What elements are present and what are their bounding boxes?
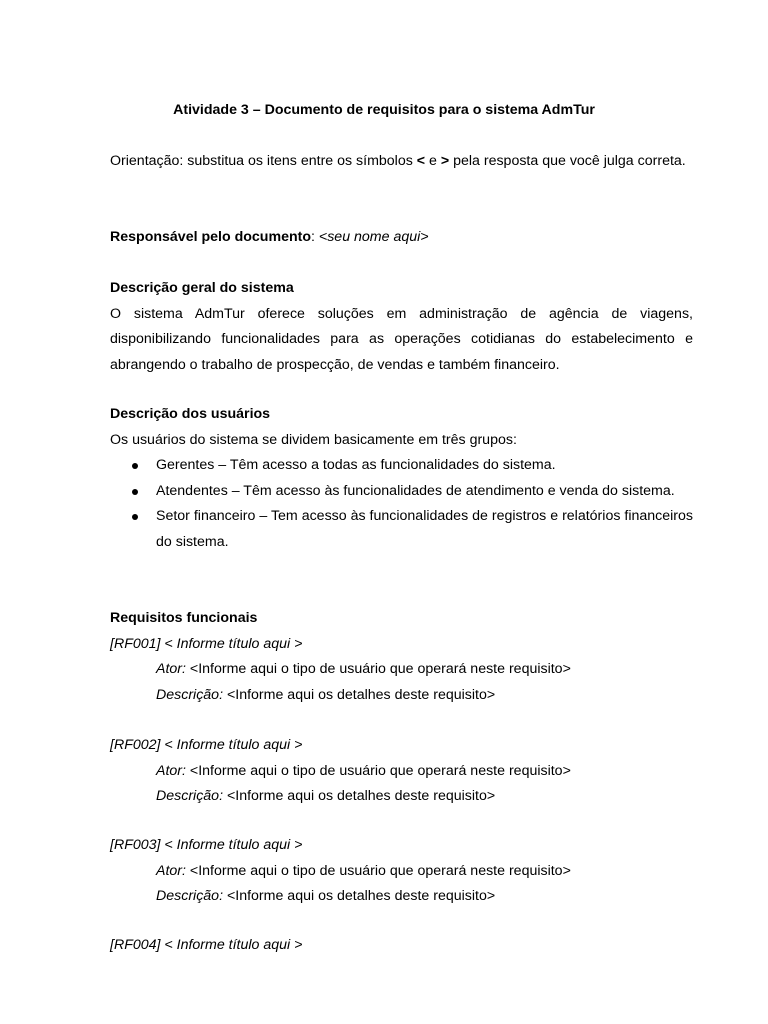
orientation-text-before: Orientação: substitua os itens entre os símbolos bbox=[110, 153, 417, 169]
requirement-id: [RF003] bbox=[110, 837, 161, 853]
list-item bbox=[110, 504, 693, 555]
requirement-id: [RF002] bbox=[110, 737, 161, 753]
requirement-title-line bbox=[110, 933, 693, 959]
responsible-separator: : bbox=[311, 229, 319, 245]
requirement-description-line bbox=[110, 884, 693, 910]
orientation-gt-symbol: > bbox=[440, 153, 450, 169]
requirement-title-line bbox=[110, 833, 693, 859]
users-heading: Descrição dos usuários bbox=[110, 406, 271, 422]
list-item bbox=[110, 453, 693, 479]
users-section bbox=[110, 402, 693, 555]
user-group-text: Atendentes – Têm acesso às funcionalidades de atendimento e venda do sistema. bbox=[156, 482, 675, 499]
requirement-title: < Informe título aqui > bbox=[160, 837, 303, 853]
actor-value: <Informe aqui o tipo de usuário que operará neste requisito> bbox=[185, 862, 571, 879]
description-value: <Informe aqui os detalhes deste requisito> bbox=[223, 888, 496, 904]
actor-label: Ator: bbox=[156, 762, 186, 779]
users-intro: Os usuários do sistema se dividem basicamente em três grupos: bbox=[110, 431, 517, 448]
document-title: Atividade 3 – Documento de requisitos para o sistema AdmTur bbox=[173, 102, 595, 118]
description-label: Descrição: bbox=[156, 788, 224, 804]
description-value: <Informe aqui os detalhes deste requisito> bbox=[223, 788, 496, 804]
requirement-rf001 bbox=[110, 632, 693, 709]
orientation-paragraph bbox=[110, 149, 693, 175]
bullet-icon bbox=[132, 514, 138, 520]
requirement-actor-line bbox=[110, 759, 693, 785]
functional-requirements-heading: Requisitos funcionais bbox=[110, 610, 258, 626]
actor-label: Ator: bbox=[156, 862, 186, 879]
requirement-id: [RF001] bbox=[110, 635, 161, 652]
list-item bbox=[110, 479, 693, 505]
functional-requirements-section bbox=[110, 606, 693, 708]
description-label: Descrição: bbox=[156, 888, 224, 904]
orientation-text-after: pela resposta que você julga correta. bbox=[449, 153, 686, 169]
user-group-text: Gerentes – Têm acesso a todas as funcionalidades do sistema. bbox=[156, 457, 556, 473]
responsible-line bbox=[110, 225, 693, 251]
requirement-rf003 bbox=[110, 833, 693, 910]
requirement-title-line bbox=[110, 632, 693, 658]
requirement-title: < Informe título aqui > bbox=[160, 937, 303, 953]
responsible-value: <seu nome aqui> bbox=[318, 229, 429, 245]
requirement-title-line bbox=[110, 733, 693, 759]
users-list bbox=[110, 453, 693, 555]
actor-label: Ator: bbox=[156, 661, 186, 677]
system-description-body: O sistema AdmTur oferece soluções em administração de agência de viagens, disponibilizando funcionalidades para as operações cotidianas do estabelecimento e abrangendo o trabalho de prospecção, de vendas e também financeiro. bbox=[110, 305, 693, 373]
description-label: Descrição: bbox=[156, 686, 224, 703]
system-description-heading: Descrição geral do sistema bbox=[110, 280, 294, 296]
system-description-section bbox=[110, 276, 693, 378]
orientation-lt-symbol: < bbox=[416, 153, 426, 169]
bullet-icon bbox=[132, 463, 138, 469]
bullet-icon bbox=[132, 489, 138, 495]
actor-value: <Informe aqui o tipo de usuário que operará neste requisito> bbox=[185, 762, 571, 779]
user-group-text: Setor financeiro – Tem acesso às funcionalidades de registros e relatórios financeiros do sistema. bbox=[156, 508, 693, 550]
requirement-id: [RF004] bbox=[110, 937, 161, 953]
requirement-actor-line bbox=[110, 657, 693, 683]
requirement-title: < Informe título aqui > bbox=[160, 737, 303, 753]
actor-value: <Informe aqui o tipo de usuário que operará neste requisito> bbox=[185, 661, 571, 677]
requirement-actor-line bbox=[110, 859, 693, 885]
requirement-description-line bbox=[110, 784, 693, 810]
description-value: <Informe aqui os detalhes deste requisito> bbox=[223, 686, 496, 703]
requirement-description-line bbox=[110, 683, 693, 709]
orientation-middle: e bbox=[425, 153, 441, 169]
responsible-label: Responsável pelo documento bbox=[110, 229, 312, 245]
requirement-rf002 bbox=[110, 733, 693, 810]
requirement-title: < Informe título aqui > bbox=[160, 635, 303, 652]
requirement-rf004 bbox=[110, 933, 693, 959]
